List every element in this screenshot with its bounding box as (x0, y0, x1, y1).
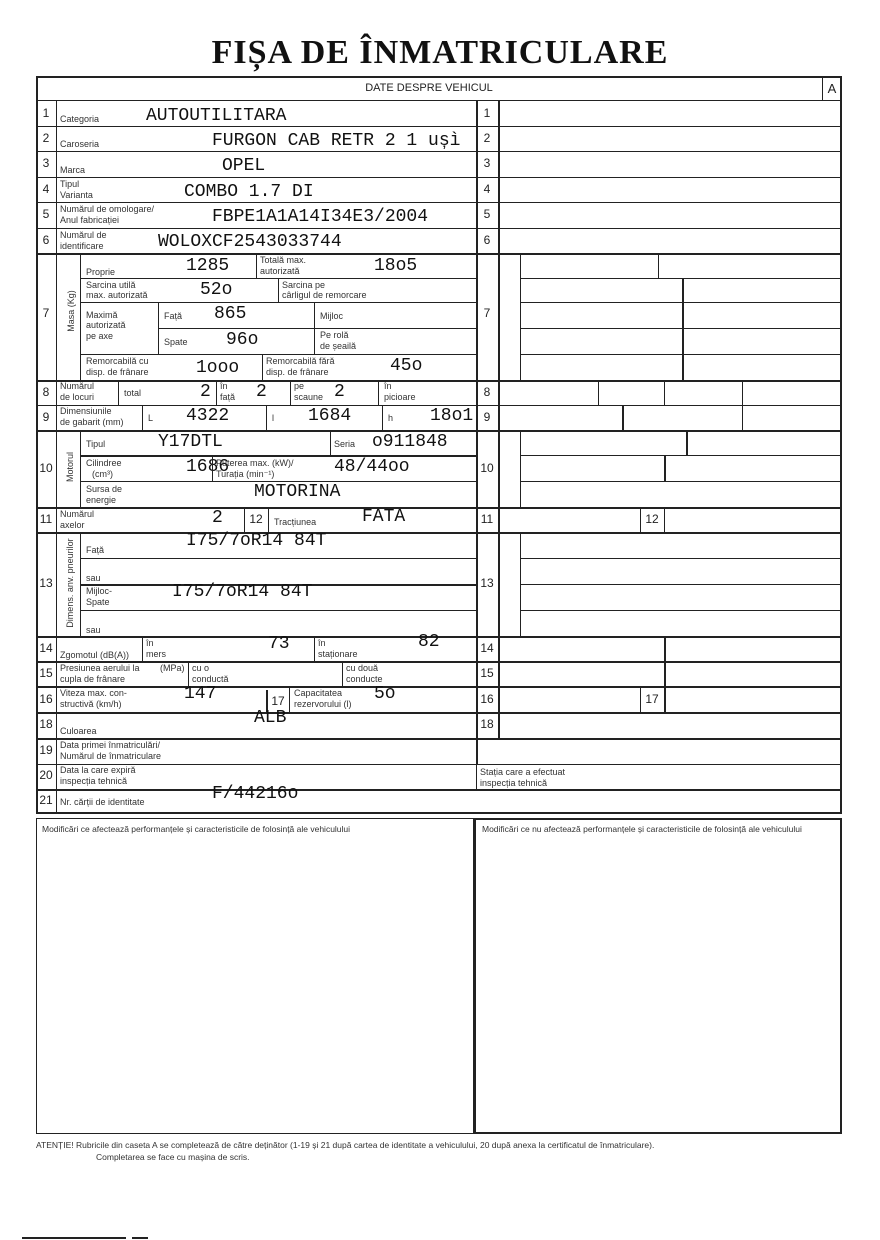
noise-stationary-value: 82 (418, 632, 440, 652)
row-number: 3 (42, 156, 50, 170)
divider (498, 100, 500, 740)
divider (36, 380, 842, 382)
document-title: FIȘA DE ÎNMATRICULARE (211, 34, 669, 71)
field-label: conducte (346, 674, 383, 684)
field-label: sau (86, 573, 101, 583)
row-number: 12 (249, 512, 263, 526)
section-header: DATE DESPRE VEHICUL (365, 82, 493, 94)
divider (56, 100, 57, 812)
field-label: Varianta (60, 190, 93, 200)
field-label: Culoarea (60, 726, 97, 736)
modifications-right-header: Modificări ce nu afectează performanțele și caracteristicile de folosință ale vehiculului (482, 824, 802, 834)
length-value: 4322 (186, 406, 230, 426)
field-label: Tracțiunea (274, 517, 317, 527)
divider (664, 507, 665, 532)
divider (640, 507, 641, 532)
divider (36, 712, 842, 714)
divider (118, 380, 119, 405)
rear-tyres-value: I75/7oR14 84T (172, 582, 313, 602)
divider (80, 253, 81, 380)
field-label: structivă (km/h) (60, 699, 122, 709)
divider (289, 686, 290, 712)
front-axle-value: 865 (214, 304, 247, 324)
field-label: Numărul (60, 509, 95, 519)
field-label: L (148, 413, 154, 423)
divider (262, 354, 263, 380)
divider (36, 532, 842, 534)
row-number-right: 2 (483, 131, 491, 145)
field-label: Remorcabilă fără (266, 356, 335, 366)
divider (520, 278, 842, 279)
divider (520, 253, 521, 380)
own-mass-value: 1285 (186, 256, 230, 276)
divider (256, 253, 257, 278)
row-number-right: 10 (480, 461, 494, 475)
field-label: Mijloc (320, 311, 344, 321)
modifications-affecting-box[interactable] (36, 818, 474, 1134)
typing-note: Completarea se face cu mașina de scris. (96, 1152, 250, 1162)
type-value: COMBO 1.7 DI (184, 182, 314, 202)
divider (520, 354, 842, 355)
power-rpm-value: 48/44oo (334, 457, 410, 477)
field-label: Puterea max. (kW)/ (216, 458, 294, 468)
height-value: 18o1 (430, 406, 474, 426)
field-label: în (384, 381, 392, 391)
divider (520, 584, 842, 585)
field-label: față (220, 392, 236, 402)
divider (80, 558, 476, 559)
row-number-right: 17 (645, 692, 659, 706)
field-label: Zgomotul (dB(A)) (60, 650, 130, 660)
field-label: Numărul (60, 381, 95, 391)
divider (80, 455, 476, 457)
field-label: Tipul (86, 439, 106, 449)
field-label: Spate (164, 337, 188, 347)
field-label: Capacitatea (294, 688, 343, 698)
field-label: cupla de frânare (60, 674, 126, 684)
fuel-value: MOTORINA (254, 482, 341, 502)
field-label: Numărul de (60, 230, 107, 240)
group-label: Dimens. anv. pneurilor (65, 538, 75, 628)
divider (520, 328, 842, 329)
field-label: cu o (192, 663, 210, 673)
row-number: 5 (42, 207, 50, 221)
field-label: Anul fabricației (60, 215, 120, 225)
row-number: 4 (42, 182, 50, 196)
field-label: identificare (60, 241, 104, 251)
row-number-right: 14 (480, 641, 494, 655)
divider (742, 380, 743, 405)
field-label: scaune (294, 392, 324, 402)
divider (36, 686, 842, 688)
field-label: Nr. cărții de identitate (60, 797, 145, 807)
row-number: 18 (39, 717, 53, 731)
color-value: ALB (254, 708, 287, 728)
field-label: în (318, 638, 326, 648)
braked-trailer-value: 1ooo (196, 358, 240, 378)
field-label: staționare (318, 649, 358, 659)
row-number-right: 15 (480, 666, 494, 680)
divider (142, 636, 143, 661)
field-label: mers (146, 649, 166, 659)
unit-label: (MPa) (160, 663, 185, 673)
field-label: Proprie (86, 267, 116, 277)
field-label: Totală max. (260, 255, 307, 265)
field-label: Tipul (60, 179, 80, 189)
divider (686, 430, 688, 455)
row-number: 19 (39, 743, 53, 757)
row-number-right: 16 (480, 692, 494, 706)
max-speed-value: 147 (184, 684, 217, 704)
group-label: Motorul (65, 452, 75, 483)
field-label: Cilindree (86, 458, 122, 468)
field-label: Remorcabilă cu (86, 356, 149, 366)
field-label: sau (86, 625, 101, 635)
field-label: în (220, 381, 228, 391)
row-number-right: 11 (480, 512, 494, 526)
divider (598, 380, 599, 405)
divider (658, 253, 659, 278)
divider (36, 253, 842, 255)
field-label: inspecția tehnică (60, 776, 128, 786)
divider (640, 686, 641, 712)
divider (268, 507, 269, 532)
divider (290, 380, 291, 405)
payload-value: 52o (200, 280, 233, 300)
row-number-right: 6 (483, 233, 491, 247)
field-label: Sarcina utilă (86, 280, 136, 290)
field-label: Dimensiunile (60, 406, 112, 416)
row-number-right: 12 (645, 512, 659, 526)
field-label: disp. de frânare (266, 367, 329, 377)
divider (664, 380, 665, 405)
field-label: disp. de frânare (86, 367, 149, 377)
seats-total-value: 2 (200, 382, 211, 402)
field-label: Marca (60, 165, 86, 175)
divider (278, 278, 279, 302)
divider (36, 764, 842, 765)
field-label: în (146, 638, 154, 648)
front-tyres-value: I75/7oR14 84T (186, 531, 327, 551)
divider (36, 177, 842, 178)
row-number-right: 8 (483, 385, 491, 399)
divider (158, 328, 476, 329)
field-label: conductă (192, 674, 229, 684)
row-number: 10 (39, 461, 53, 475)
row-number: 16 (39, 692, 53, 706)
field-label: max. autorizată (86, 290, 148, 300)
category-value: AUTOUTILITARA (146, 106, 287, 126)
field-label: Mijloc- (86, 586, 112, 596)
row-number-right: 7 (483, 306, 491, 320)
seats-front-value: 2 (256, 382, 267, 402)
tank-capacity-value: 5o (374, 684, 396, 704)
divider (342, 661, 343, 686)
divider (314, 302, 315, 354)
row-number: 11 (39, 512, 53, 526)
row-number: 7 (42, 306, 50, 320)
divider (80, 354, 476, 355)
divider (158, 302, 159, 354)
divider (36, 100, 842, 101)
attention-note: ATENȚIE! Rubricile din caseta A se completează de către deținător (1-19 și 21 după cartea de identitate a vehiculului, 20 după anexa la certificatul de înmatriculare). (36, 1140, 655, 1150)
divider (520, 481, 842, 482)
divider (742, 405, 743, 430)
row-number: 9 (42, 410, 50, 424)
field-label: Numărul de omologare/ (60, 204, 155, 214)
field-label: Categoria (60, 114, 100, 124)
divider (36, 228, 842, 229)
field-label: energie (86, 495, 117, 505)
seats-seated-value: 2 (334, 382, 345, 402)
row-number-right: 9 (483, 410, 491, 424)
row-number-right: 5 (483, 207, 491, 221)
make-value: OPEL (222, 156, 266, 176)
divider (266, 405, 267, 430)
row-number-right: 3 (483, 156, 491, 170)
divider (682, 278, 684, 380)
group-label: Masa (Kg) (66, 290, 76, 332)
field-label: cârligul de remorcare (282, 290, 367, 300)
field-label: de șeailă (320, 341, 357, 351)
row-number: 2 (42, 131, 50, 145)
divider (330, 430, 331, 455)
field-label: total (124, 388, 142, 398)
field-label: Viteza max. con- (60, 688, 127, 698)
field-label: Data la care expiră (60, 765, 136, 775)
divider (664, 686, 666, 712)
divider (36, 661, 842, 663)
field-label: axelor (60, 520, 85, 530)
row-number-right: 13 (480, 576, 494, 590)
field-label: cu două (346, 663, 379, 673)
divider (142, 405, 143, 430)
field-label: de gabarit (mm) (60, 417, 124, 427)
divider (80, 430, 81, 507)
divider (216, 380, 217, 405)
divider (36, 126, 842, 127)
divider (314, 636, 315, 661)
width-value: 1684 (308, 406, 352, 426)
bottom-mark (132, 1237, 148, 1239)
divider (80, 302, 476, 303)
field-label: Seria (334, 439, 356, 449)
divider (36, 151, 842, 152)
divider (382, 405, 383, 430)
divider (188, 661, 189, 686)
divider (822, 78, 823, 100)
engine-type-value: Y17DTL (158, 432, 223, 452)
rear-axle-value: 96o (226, 330, 259, 350)
row-number: 14 (39, 641, 53, 655)
divider (520, 302, 842, 303)
unbraked-trailer-value: 45o (390, 356, 423, 376)
field-label: l (272, 413, 274, 423)
divider (520, 610, 842, 611)
noise-driving-value: 73 (268, 634, 290, 654)
field-label: autorizată (260, 266, 300, 276)
field-label: Pe rolă (320, 330, 349, 340)
divider (520, 430, 521, 507)
divider (378, 380, 379, 405)
divider (520, 558, 842, 559)
modifications-left-header: Modificări ce afectează performanțele și caracteristicile de folosință ale vehiculului (42, 824, 351, 834)
body-type-value: FURGON CAB RETR 2 1 ușì (212, 131, 461, 151)
row-number: 17 (271, 694, 285, 708)
field-label: Maximă (86, 310, 118, 320)
field-label: inspecția tehnică (480, 778, 548, 788)
row-number: 1 (42, 106, 50, 120)
field-label: Față (164, 311, 183, 321)
row-number-right: 4 (483, 182, 491, 196)
modifications-not-affecting-box[interactable] (474, 818, 842, 1134)
divider (212, 455, 213, 481)
field-label: autorizată (86, 320, 126, 330)
axles-value: 2 (212, 508, 223, 528)
displacement-value: 1686 (186, 457, 230, 477)
total-mass-value: 18o5 (374, 256, 418, 276)
engine-series-value: o911848 (372, 432, 448, 452)
row-number: 20 (39, 768, 53, 782)
field-label: Sursa de (86, 484, 123, 494)
field-label: (cm³) (92, 469, 113, 479)
row-number: 13 (39, 576, 53, 590)
field-label: pe axe (86, 331, 114, 341)
divider (520, 455, 842, 456)
divider (36, 202, 842, 203)
vin-value: WOLOXCF2543033744 (158, 232, 342, 252)
field-label: h (388, 413, 394, 423)
divider (664, 636, 666, 686)
field-label: pe (294, 381, 305, 391)
divider (244, 507, 245, 532)
field-label: Spate (86, 597, 110, 607)
field-label: Față (86, 545, 105, 555)
id-card-value: F/44216o (212, 784, 299, 804)
homologation-value: FBPE1A1A14I34E3/2004 (212, 207, 429, 227)
row-number: 21 (39, 793, 53, 807)
row-number: 8 (42, 385, 50, 399)
divider (476, 764, 477, 789)
row-number: 6 (42, 233, 50, 247)
field-label: de locuri (60, 392, 95, 402)
field-label: Turația (min⁻¹) (216, 469, 275, 479)
divider (36, 507, 842, 509)
row-number: 15 (39, 666, 53, 680)
field-label: Presiunea aerului la (60, 663, 140, 673)
section-letter: A (827, 81, 837, 96)
field-label: Caroseria (60, 139, 100, 149)
field-label: Sarcina pe (282, 280, 326, 290)
field-label: picioare (384, 392, 416, 402)
divider (664, 455, 666, 481)
row-number-right: 1 (483, 106, 491, 120)
field-label: Data primei înmatriculări/ (60, 740, 161, 750)
bottom-mark (22, 1237, 126, 1239)
field-label: Numărul de înmatriculare (60, 751, 162, 761)
traction-value: FATA (362, 507, 406, 527)
row-number-right: 18 (480, 717, 494, 731)
field-label: Stația care a efectuat (480, 767, 566, 777)
divider (80, 610, 476, 611)
divider (36, 789, 842, 791)
divider (476, 100, 478, 764)
divider (622, 405, 624, 430)
field-label: rezervorului (l) (294, 699, 352, 709)
